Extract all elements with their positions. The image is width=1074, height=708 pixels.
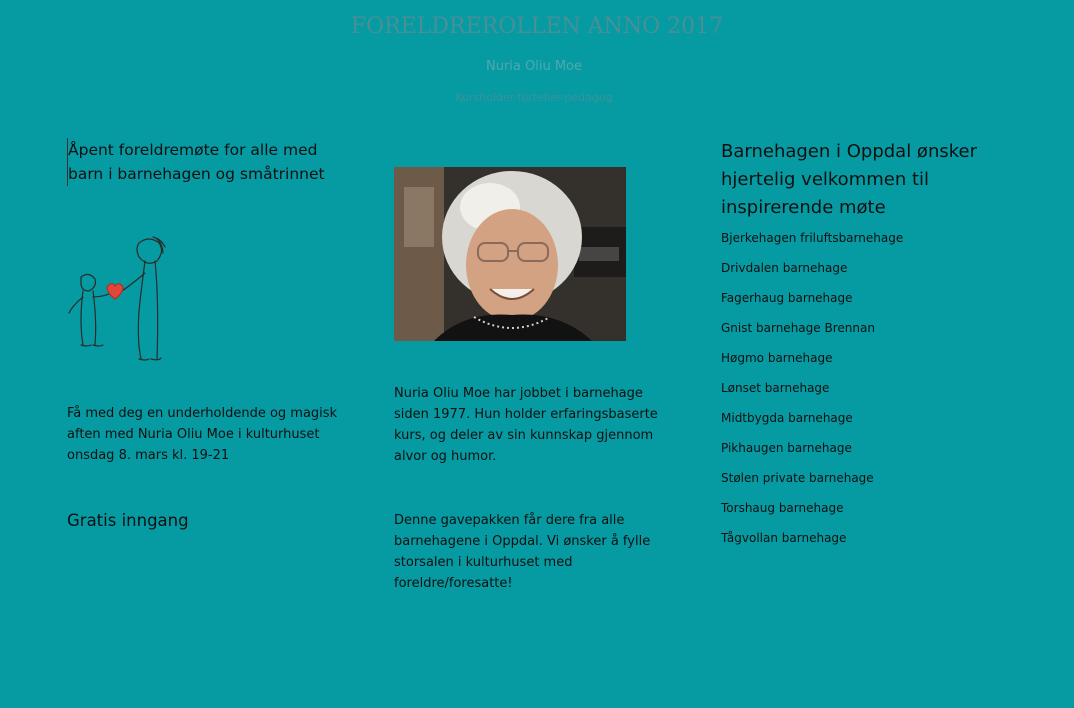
parent-child-heart-illustration <box>67 233 171 363</box>
middle-column <box>394 167 664 591</box>
kindergarten-list <box>721 228 1021 558</box>
list-item: Bjerkehagen friluftsbarnehage <box>721 231 904 245</box>
list-item: Høgmo barnehage <box>721 351 833 365</box>
list-item: Torshaug barnehage <box>721 501 844 515</box>
event-intro: Få med deg en underholdende og magisk aften med Nuria Oliu Moe i kulturhuset onsdag 8. mars kl. 19-21 <box>67 406 338 463</box>
welcome-heading: Barnehagen i Oppdal ønsker hjertelig velkommen til inspirerende møte <box>721 141 977 218</box>
meeting-heading-line2: barn i barnehagen og småtrinnet <box>68 165 325 183</box>
speaker-bio: Nuria Oliu Moe har jobbet i barnehage siden 1977. Hun holder erfaringsbaserte kurs, og deler av sin kunnskap gjennom alvor og humor. <box>394 386 658 464</box>
speaker-name: Nuria Oliu Moe <box>485 59 582 74</box>
speaker-tagline: Kursholder-forteller-pedagog <box>455 91 613 104</box>
list-item: Midtbygda barnehage <box>721 411 853 425</box>
list-item: Pikhaugen barnehage <box>721 441 852 455</box>
list-item: Fagerhaug barnehage <box>721 291 853 305</box>
list-item: Tågvollan barnehage <box>721 531 847 545</box>
meeting-heading-line1: Åpent foreldremøte for alle med <box>68 141 318 159</box>
speaker-photo <box>394 167 626 341</box>
list-item: Drivdalen barnehage <box>721 261 848 275</box>
list-item: Lønset barnehage <box>721 381 830 395</box>
meeting-heading <box>67 138 357 186</box>
list-item: Stølen private barnehage <box>721 471 874 485</box>
left-column <box>67 138 357 530</box>
heart-icon <box>107 284 123 299</box>
gift-note: Denne gavepakken får dere fra alle barnehagene i Oppdal. Vi ønsker å fylle storsalen i kulturhuset med foreldre/foresatte! <box>394 513 651 591</box>
page-title: FORELDREROLLEN ANNO 2017 <box>350 14 724 39</box>
right-column <box>721 138 1021 558</box>
free-entry-label: Gratis inngang <box>67 511 189 530</box>
list-item: Gnist barnehage Brennan <box>721 321 875 335</box>
